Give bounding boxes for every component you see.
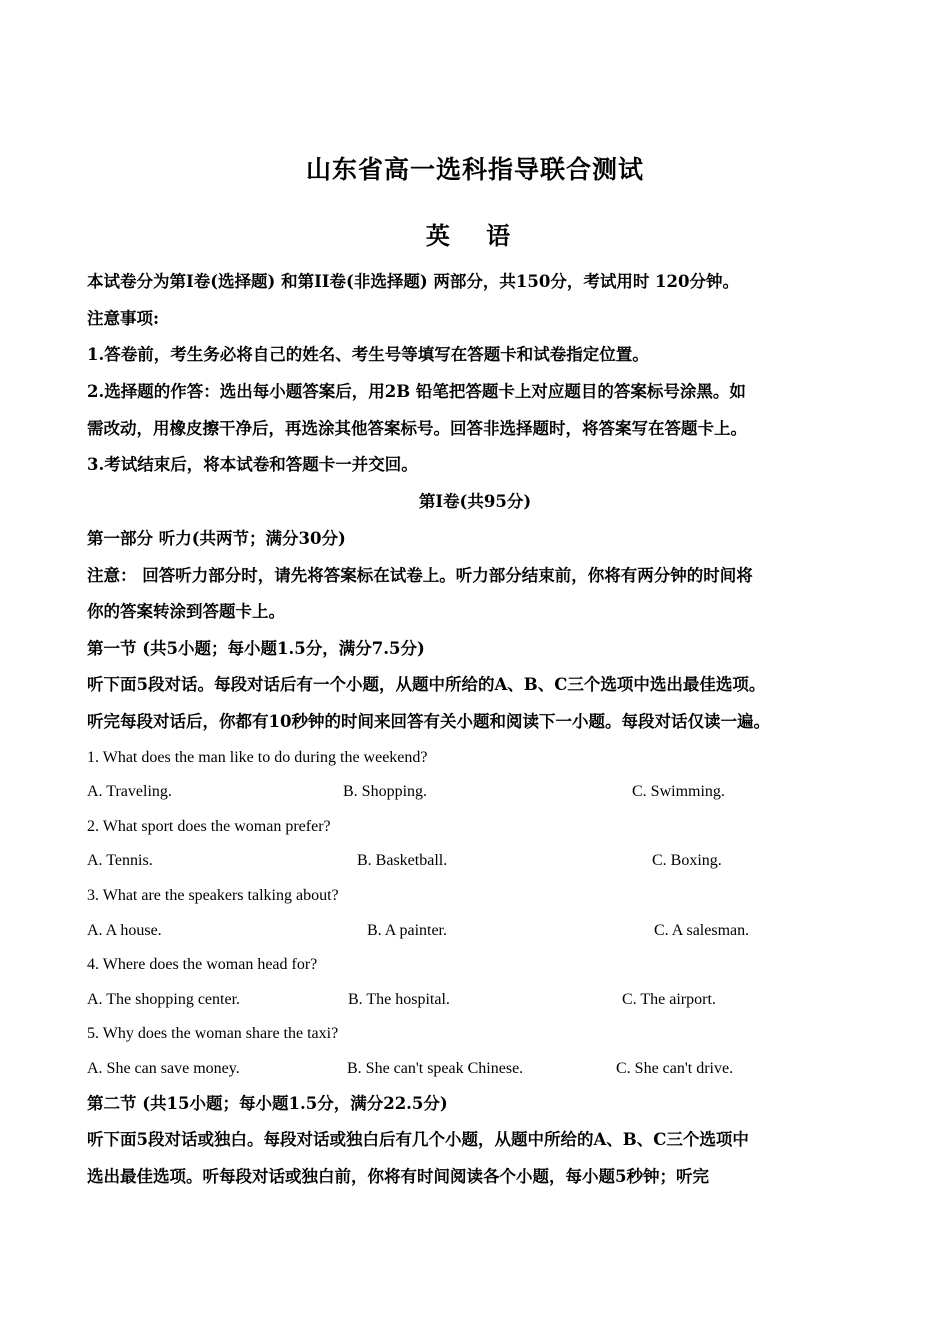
section2-heading: 第二节 (共15小题；每小题1.5分，满分22.5分) xyxy=(87,1094,448,1113)
section2-instruction: 听下面5段对话或独白。每段对话或独白后有几个小题，从题中所给的A、B、C三个选项中 xyxy=(87,1130,749,1149)
option-a: A. She can save money. xyxy=(87,1060,240,1077)
part1-heading: 第一部分 听力(共两节；满分30分) xyxy=(87,529,346,548)
notice-item: 需改动，用橡皮擦干净后，再选涂其他答案标号。回答非选择题时，将答案写在答题卡上。 xyxy=(87,419,747,438)
exam-intro: 本试卷分为第I卷(选择题) 和第II卷(非选择题) 两部分，共150分，考试用时 120分钟。 xyxy=(87,272,739,291)
option-a: A. Traveling. xyxy=(87,783,172,800)
option-a: A. A house. xyxy=(87,922,162,939)
option-a: A. Tennis. xyxy=(87,852,153,869)
option-b: B. A painter. xyxy=(367,922,447,939)
question-text: 4. Where does the woman head for? xyxy=(87,956,318,973)
notice-item: 3.考试结束后，将本试卷和答题卡一并交回。 xyxy=(87,455,418,474)
option-a: A. The shopping center. xyxy=(87,991,241,1008)
volume-heading: 第I卷(共95分) xyxy=(418,492,532,511)
question-text: 5. Why does the woman share the taxi? xyxy=(87,1025,339,1042)
option-c: C. The airport. xyxy=(622,991,716,1008)
notice-item: 1.答卷前，考生务必将自己的姓名、考生号等填写在答题卡和试卷指定位置。 xyxy=(87,345,649,364)
listening-note: 注意： 回答听力部分时，请先将答案标在试卷上。听力部分结束前，你将有两分钟的时间将 xyxy=(87,566,753,585)
section1-instruction: 听下面5段对话。每段对话后有一个小题，从题中所给的A、B、C三个选项中选出最佳选项。 xyxy=(87,675,766,694)
option-b: B. Basketball. xyxy=(357,852,448,869)
question-text: 3. What are the speakers talking about? xyxy=(87,887,339,904)
subject-title: 英 语 xyxy=(425,221,525,250)
listening-note: 你的答案转涂到答题卡上。 xyxy=(87,602,285,621)
section1-heading: 第一节 (共5小题；每小题1.5分，满分7.5分) xyxy=(87,639,425,658)
question-text: 1. What does the man like to do during the weekend? xyxy=(87,749,428,766)
option-b: B. She can't speak Chinese. xyxy=(347,1060,524,1077)
section1-instruction: 听完每段对话后，你都有10秒钟的时间来回答有关小题和阅读下一小题。每段对话仅读一遍。 xyxy=(87,712,770,731)
option-c: C. Swimming. xyxy=(632,783,725,800)
section2-instruction: 选出最佳选项。听每段对话或独白前，你将有时间阅读各个小题，每小题5秒钟；听完 xyxy=(87,1167,709,1186)
notice-heading: 注意事项: xyxy=(87,309,160,328)
option-b: B. The hospital. xyxy=(348,991,450,1008)
option-c: C. She can't drive. xyxy=(616,1060,734,1077)
option-b: B. Shopping. xyxy=(343,783,428,800)
notice-item: 2.选择题的作答：选出每小题答案后，用2B 铅笔把答题卡上对应题目的答案标号涂黑。如 xyxy=(87,382,746,401)
question-text: 2. What sport does the woman prefer? xyxy=(87,818,331,835)
option-c: C. Boxing. xyxy=(652,852,722,869)
exam-title: 山东省高一选科指导联合测试 xyxy=(305,155,644,184)
option-c: C. A salesman. xyxy=(654,922,750,939)
